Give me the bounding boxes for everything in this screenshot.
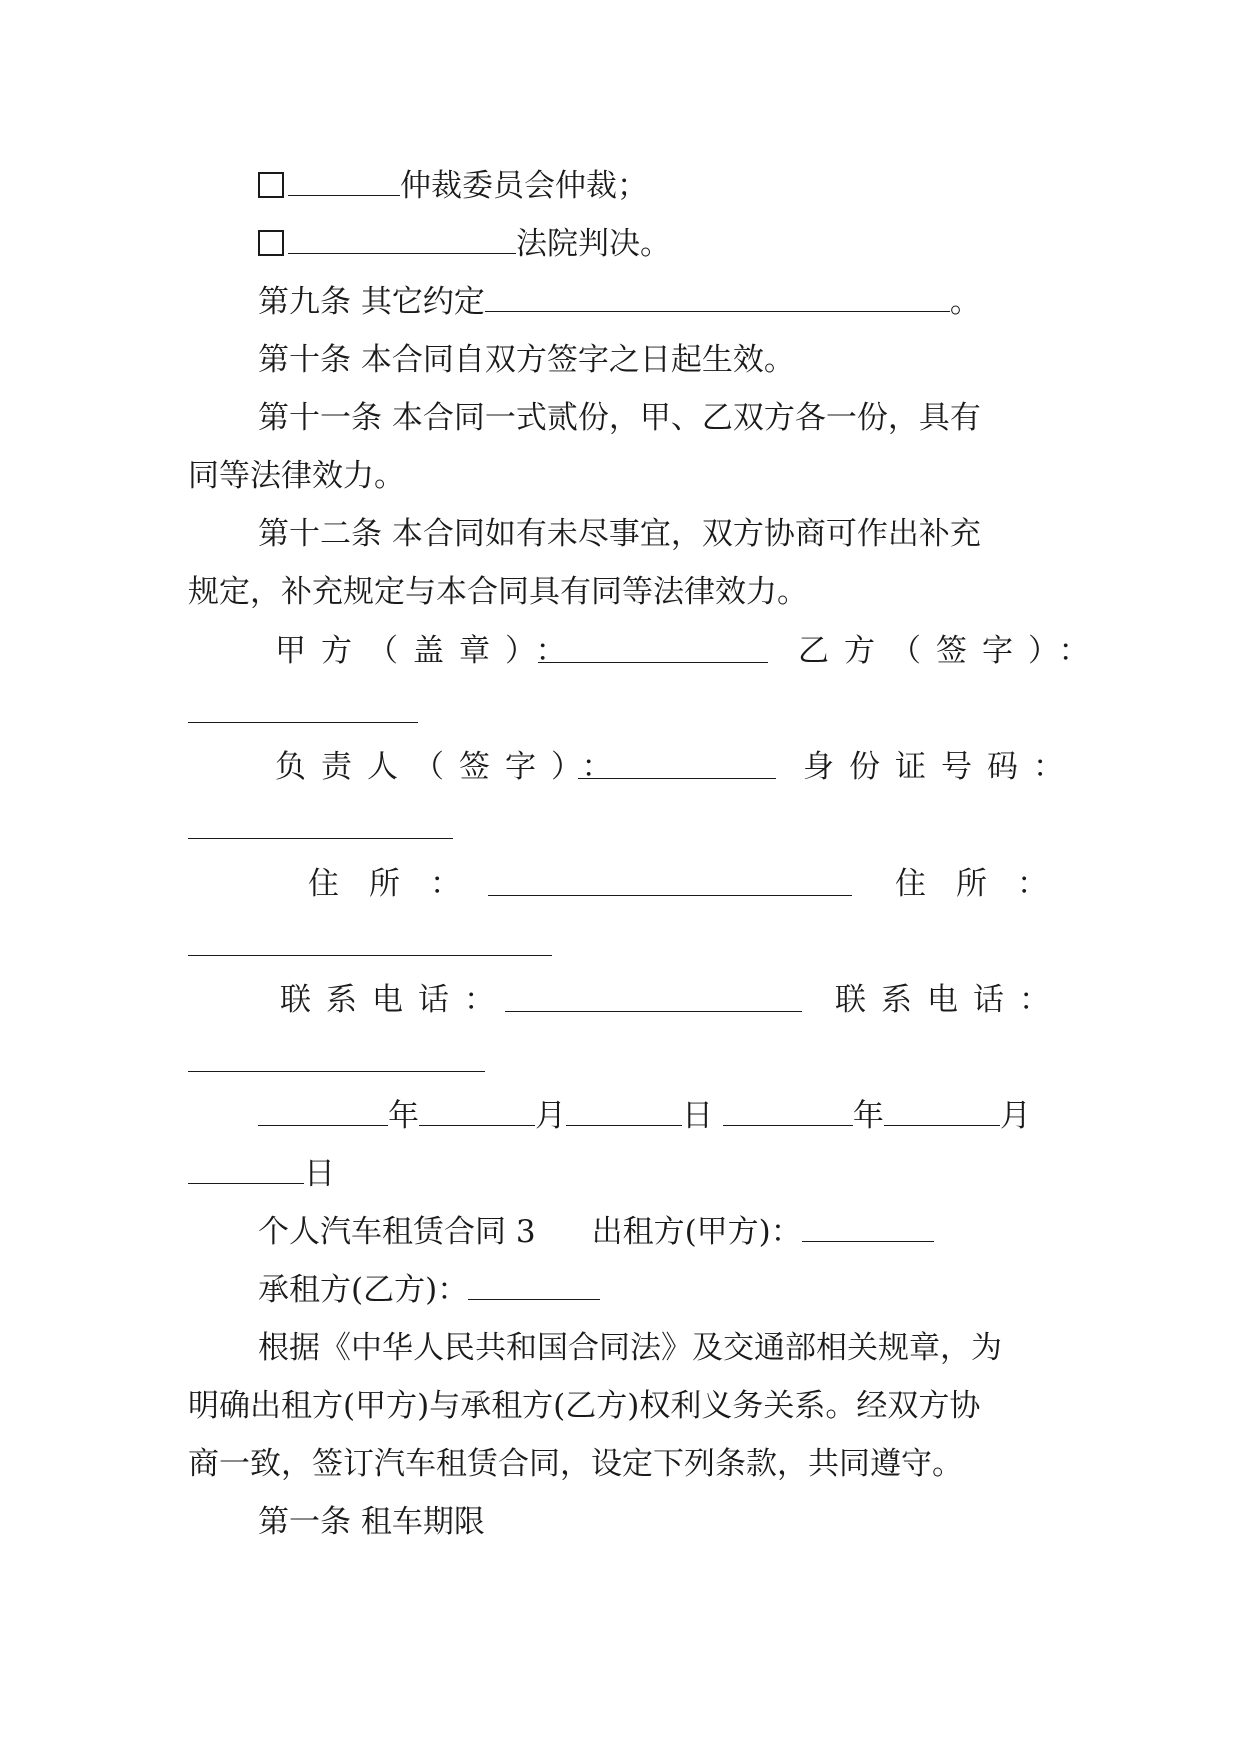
year-a-blank[interactable] <box>258 1097 388 1126</box>
day-b-blank[interactable] <box>188 1155 304 1184</box>
article-11-line1: 本合同一式贰份，甲、乙双方各一份，具有 <box>391 400 981 436</box>
article-9-label: 第九条 <box>258 284 351 320</box>
article-9-end: 。 <box>949 284 981 320</box>
article-12 <box>258 514 981 554</box>
day-a-label: 日 <box>682 1098 713 1134</box>
year-a-label: 年 <box>388 1098 419 1134</box>
lessee-line <box>258 1270 600 1310</box>
day-b-label: 日 <box>304 1156 335 1192</box>
month-b-blank[interactable] <box>884 1097 1000 1126</box>
year-b-blank[interactable] <box>723 1097 853 1126</box>
phone-a-label: 联系电话： <box>280 982 510 1018</box>
id-number-blank[interactable] <box>188 838 453 839</box>
article-12-cont: 规定，补充规定与本合同具有同等法律效力。 <box>188 574 808 610</box>
responsible-blank[interactable] <box>578 778 776 779</box>
address-b-blank[interactable] <box>188 955 552 956</box>
article-12-line1: 本合同如有未尽事宜，双方协商可作出补充 <box>391 516 981 552</box>
lessee-label: 承租方(乙方)： <box>258 1272 469 1308</box>
arbitration-checkbox[interactable] <box>258 172 284 198</box>
court-blank[interactable] <box>288 225 516 254</box>
party-b-label: 乙方（签字）： <box>798 633 1105 669</box>
month-b-label: 月 <box>999 1098 1031 1134</box>
article-9 <box>258 282 981 322</box>
month-a-label: 月 <box>535 1098 566 1134</box>
date-row <box>258 1096 1031 1136</box>
preamble-line3: 商一致，签订汽车租赁合同，设定下列条款，共同遵守。 <box>188 1446 963 1482</box>
year-b-label: 年 <box>852 1098 884 1134</box>
day-a-blank[interactable] <box>566 1097 682 1126</box>
article-10 <box>258 340 795 380</box>
date-row-cont <box>188 1154 335 1194</box>
lessor-blank[interactable] <box>802 1213 934 1242</box>
lessee-blank[interactable] <box>468 1271 600 1300</box>
article-12-label: 第十二条 <box>258 516 382 552</box>
phone-a-blank[interactable] <box>505 1011 802 1012</box>
contract-3-title: 个人汽车租赁合同 3 <box>258 1214 536 1250</box>
article-10-label: 第十条 <box>258 342 351 378</box>
article-10-text: 本合同自双方签字之日起生效。 <box>360 342 795 378</box>
lessor-label: 出租方(甲方)： <box>591 1214 802 1250</box>
court-option <box>258 224 671 264</box>
article-11 <box>258 398 981 438</box>
address-a-label: 住所： <box>308 866 491 902</box>
party-a-blank[interactable] <box>538 662 768 663</box>
contract-3-header <box>258 1212 934 1252</box>
article-11-cont: 同等法律效力。 <box>188 458 405 494</box>
address-a-blank[interactable] <box>488 895 852 896</box>
court-checkbox[interactable] <box>258 230 284 256</box>
month-a-blank[interactable] <box>419 1097 535 1126</box>
arbitration-option <box>258 166 648 206</box>
responsible-label: 负责人（签字）： <box>275 749 628 785</box>
court-label: 法院判决。 <box>516 226 671 262</box>
id-number-label: 身份证号码： <box>803 749 1079 785</box>
arbitration-blank[interactable] <box>288 167 400 196</box>
party-b-blank[interactable] <box>188 722 418 723</box>
arbitration-label: 仲裁委员会仲裁； <box>400 168 648 204</box>
preamble-line1: 根据《中华人民共和国合同法》及交通部相关规章，为 <box>258 1330 1002 1366</box>
article-9-blank[interactable] <box>485 283 950 312</box>
address-b-label: 住所： <box>895 866 1078 902</box>
article-1-heading: 第一条 租车期限 <box>258 1504 485 1540</box>
preamble-line2: 明确出租方(甲方)与承租方(乙方)权利义务关系。经双方协 <box>188 1388 981 1424</box>
phone-b-label: 联系电话： <box>835 982 1065 1018</box>
party-a-label: 甲方（盖章）： <box>275 633 582 669</box>
article-9-text: 其它约定 <box>360 284 485 320</box>
article-11-label: 第十一条 <box>258 400 382 436</box>
phone-b-blank[interactable] <box>188 1071 485 1072</box>
